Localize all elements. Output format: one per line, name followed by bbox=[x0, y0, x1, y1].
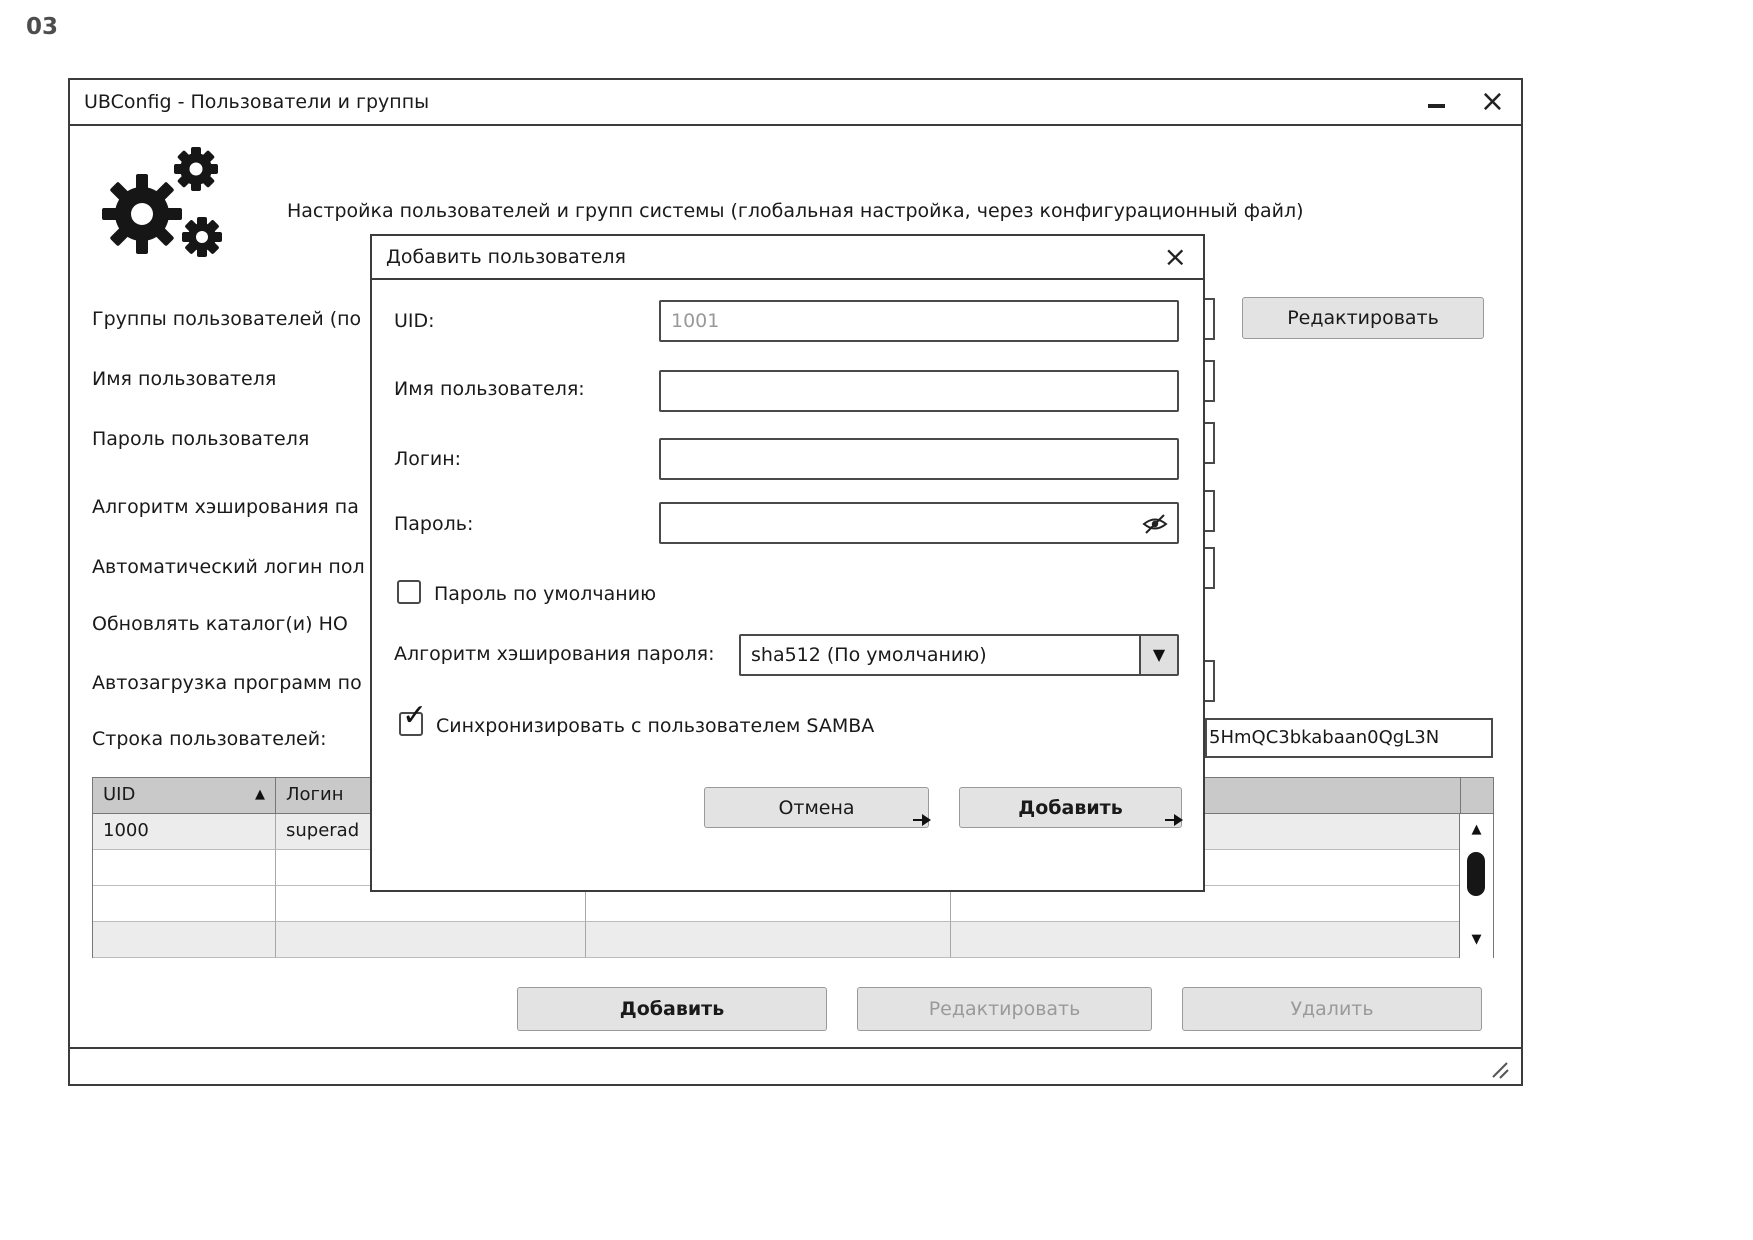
password-visibility-icon[interactable] bbox=[1141, 513, 1169, 535]
uid-label: UID: bbox=[394, 310, 435, 332]
table-row[interactable] bbox=[93, 922, 1459, 958]
cell-login bbox=[276, 922, 586, 958]
col-header-login-label: Логин bbox=[286, 784, 344, 805]
hash-algorithm-value: sha512 (По умолчанию) bbox=[751, 644, 987, 666]
label-user-string: Строка пользователей: bbox=[92, 728, 327, 750]
samba-sync-label: Синхронизировать с пользователем SAMBA bbox=[436, 715, 875, 737]
label-user-groups: Группы пользователей (по bbox=[92, 308, 362, 330]
login-input[interactable] bbox=[659, 438, 1179, 480]
chevron-down-icon[interactable]: ▼ bbox=[1139, 636, 1177, 674]
clipped-input[interactable] bbox=[1205, 660, 1215, 702]
dialog-titlebar bbox=[372, 236, 1203, 280]
cell-uid bbox=[93, 886, 276, 922]
label-user-password: Пароль пользователя bbox=[92, 428, 310, 450]
settings-gears-icon bbox=[96, 138, 236, 270]
ubconfig-window bbox=[68, 78, 1523, 1086]
dialog-close-icon[interactable]: × bbox=[1163, 240, 1187, 273]
password-input[interactable] bbox=[661, 504, 1141, 542]
window-titlebar bbox=[70, 80, 1521, 126]
cell-4 bbox=[951, 922, 1459, 958]
page-number: 03 bbox=[26, 14, 59, 40]
scroll-down-icon[interactable]: ▼ bbox=[1471, 932, 1482, 947]
add-user-button[interactable]: Добавить bbox=[517, 987, 827, 1031]
cell-uid: 1000 bbox=[93, 814, 276, 850]
cell-uid bbox=[93, 850, 276, 886]
window-title: UBConfig - Пользователи и группы bbox=[84, 91, 430, 113]
dialog-title: Добавить пользователя bbox=[386, 246, 626, 268]
clipped-input[interactable] bbox=[1205, 422, 1215, 464]
label-user-name: Имя пользователя bbox=[92, 368, 277, 390]
clipped-input[interactable] bbox=[1205, 490, 1215, 532]
password-input-wrap bbox=[659, 502, 1179, 544]
password-label: Пароль: bbox=[394, 513, 474, 535]
cell-uid bbox=[93, 922, 276, 958]
edit-groups-button[interactable]: Редактировать bbox=[1242, 297, 1484, 339]
col-header-uid-label: UID bbox=[103, 784, 136, 805]
scrollbar-thumb[interactable] bbox=[1467, 852, 1485, 896]
close-icon[interactable]: × bbox=[1479, 84, 1505, 119]
resize-grip-icon[interactable] bbox=[1490, 1060, 1510, 1080]
clipped-input[interactable] bbox=[1205, 547, 1215, 589]
clipped-input[interactable] bbox=[1205, 298, 1215, 340]
scroll-up-icon[interactable]: ▲ bbox=[1471, 822, 1482, 837]
table-scrollbar[interactable] bbox=[1459, 814, 1493, 958]
sort-asc-icon[interactable]: ▲ bbox=[255, 787, 265, 802]
delete-user-button[interactable]: Удалить bbox=[1182, 987, 1482, 1031]
uid-input[interactable] bbox=[659, 300, 1179, 342]
user-string-field[interactable]: 5HmQC3bkabaan0QgL3N bbox=[1205, 718, 1493, 758]
clipped-input[interactable] bbox=[1205, 360, 1215, 402]
name-label: Имя пользователя: bbox=[394, 378, 585, 400]
label-autostart: Автозагрузка программ по bbox=[92, 672, 362, 694]
minimize-icon[interactable] bbox=[1428, 104, 1445, 108]
click-cursor-icon bbox=[912, 810, 934, 830]
click-cursor-icon bbox=[1164, 810, 1186, 830]
login-label: Логин: bbox=[394, 448, 462, 470]
default-password-label: Пароль по умолчанию bbox=[434, 583, 657, 605]
samba-sync-checkbox[interactable] bbox=[399, 698, 428, 736]
name-input[interactable] bbox=[659, 370, 1179, 412]
statusbar-divider bbox=[70, 1047, 1521, 1049]
label-auto-login: Автоматический логин пол bbox=[92, 556, 365, 578]
label-hash-algorithm: Алгоритм хэширования па bbox=[92, 496, 359, 518]
col-header-scroll-spacer bbox=[1461, 778, 1493, 814]
cancel-button[interactable]: Отмена bbox=[704, 787, 929, 828]
checkmark-icon: ✓ bbox=[402, 698, 428, 733]
default-password-checkbox[interactable] bbox=[397, 580, 421, 604]
hash-algorithm-label: Алгоритм хэширования пароля: bbox=[394, 643, 715, 665]
dialog-add-button[interactable]: Добавить bbox=[959, 787, 1182, 828]
label-update-home: Обновлять каталог(и) HO bbox=[92, 613, 348, 635]
cell-3 bbox=[586, 922, 951, 958]
add-user-dialog bbox=[370, 234, 1205, 892]
window-description: Настройка пользователей и групп системы (глобальная настройка, через конфигурационный файл) bbox=[287, 200, 1304, 222]
cell-login: superad bbox=[276, 814, 586, 850]
hash-algorithm-select[interactable] bbox=[739, 634, 1179, 676]
col-header-uid[interactable] bbox=[93, 778, 276, 814]
edit-user-button[interactable]: Редактировать bbox=[857, 987, 1152, 1031]
